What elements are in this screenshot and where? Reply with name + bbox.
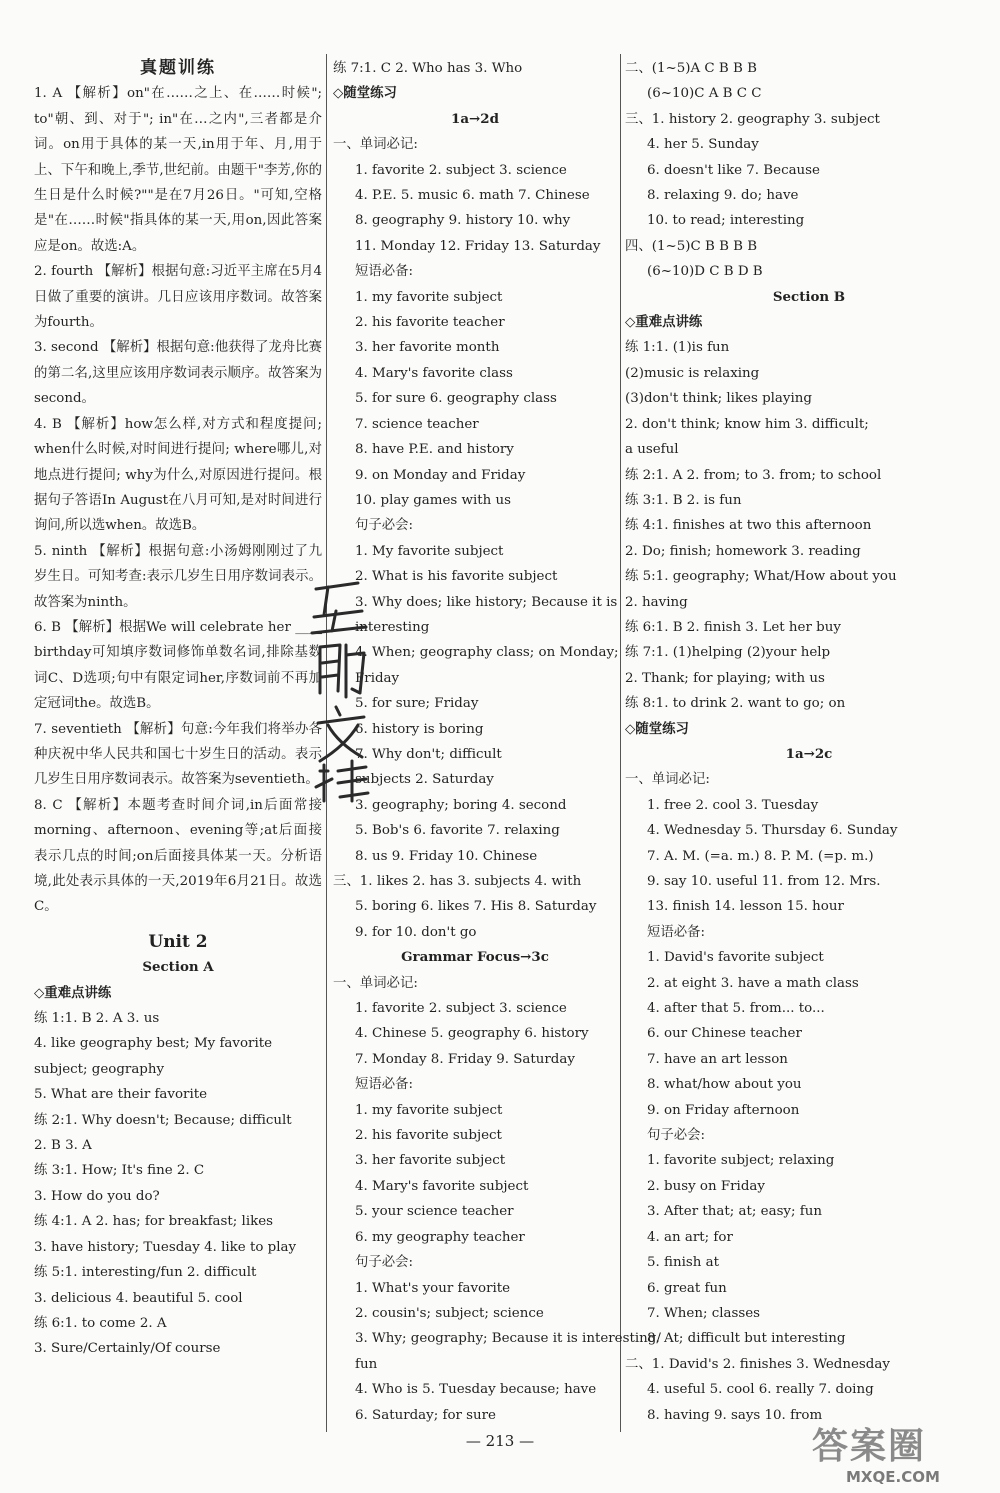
list-item: 3. Sure/Certainly/Of course (34, 1341, 221, 1357)
list-item: 2. Thank; for playing; with us (625, 670, 825, 686)
range-heading: Grammar Focus→3c (401, 949, 549, 966)
list-item: (6~10)D C B D B (647, 264, 763, 280)
phrases-heading: 短语必备: (355, 1077, 414, 1093)
list-item: 练 2:1. Why doesn't; Because; difficult (34, 1112, 292, 1128)
list-item: 练 5:1. interesting/fun 2. difficult (34, 1265, 257, 1281)
column-divider-2 (620, 54, 621, 1432)
list-item: 4. When; geography class; on Monday; (355, 645, 619, 661)
list-item: 1. my favorite subject (355, 289, 503, 305)
list-item: 1. my favorite subject (355, 1102, 503, 1118)
list-item: 2. don't think; know him 3. difficult; (625, 416, 869, 432)
list-item: 9. on Monday and Friday (355, 467, 526, 483)
focus-list (34, 1006, 322, 1362)
answer-6: 6. B 【解析】根据We will celebrate her ____ birthday可知填序数词修饰单数名词,排除基数词C、D选项;句中有限定词her,序数词前不再加定冠词the。故选B。 (34, 619, 322, 712)
list-item: 9. say 10. useful 11. from 12. Mrs. (647, 874, 881, 889)
list-item: 2. his favorite teacher (355, 315, 505, 331)
list-item: 3. delicious 4. beautiful 5. cool (34, 1290, 243, 1306)
list-item: Friday (355, 670, 400, 686)
list-item: 2. having (625, 594, 688, 610)
list-item: 1. David's favorite subject (647, 950, 824, 966)
list-item: (2)music is relaxing (625, 365, 760, 381)
list-item: 1. free 2. cool 3. Tuesday (647, 797, 819, 813)
list-item: 三、1. likes 2. has 3. subjects 4. with (333, 874, 582, 889)
page-number: — 213 — (465, 1432, 535, 1450)
list-item: 4. an art; for (647, 1229, 733, 1245)
watermark-url: MXQE.COM (846, 1468, 940, 1486)
list-item: 4. like geography best; My favorite subject; geography (34, 1036, 273, 1077)
list-item: 1. favorite 2. subject 3. science (355, 1001, 567, 1017)
handwriting-mark (306, 575, 386, 805)
list-item: 8. geography 9. history 10. why (355, 213, 571, 229)
list-item: interesting (355, 619, 430, 635)
list-item: 练 8:1. to drink 2. want to go; on (625, 696, 846, 712)
list-item: 练 4:1. finishes at two this afternoon (625, 518, 872, 534)
list-item: 练 2:1. A 2. from; to 3. from; to school (625, 467, 882, 483)
list-item: 6. my geography teacher (355, 1229, 525, 1245)
list-item: 3. geography; boring 4. second (355, 797, 567, 813)
answer-7: 7. seventieth 【解析】句意:今年我们将举办各种庆祝中华人民共和国七十岁生日的活动。表示几岁生日用序数词表示。故答案为seventieth。 (34, 721, 322, 788)
column-left (34, 56, 322, 1362)
column-right (625, 56, 993, 1428)
list-item: 4. useful 5. cool 6. really 7. doing (647, 1382, 874, 1398)
sentences-heading: 句子必会: (355, 1255, 414, 1271)
list-item: 练 6:1. to come 2. A (34, 1315, 167, 1331)
list-item: 7. When; classes (647, 1305, 761, 1321)
range-heading: 1a→2c (785, 745, 833, 762)
list-item: 3. How do you do? (34, 1188, 160, 1204)
list-item: 练 7:1. (1)helping (2)your help (625, 645, 831, 661)
list-item: 练 3:1. B 2. is fun (625, 492, 742, 508)
watermark-logo: 答案圈 (812, 1426, 927, 1467)
list-item: 1. My favorite subject (355, 543, 504, 559)
list-item: 3. Why; geography; Because it is interesting/ (355, 1331, 661, 1347)
section-a-heading: Section A (142, 959, 214, 976)
list-item: 4. Who is 5. Tuesday because; have (355, 1382, 597, 1398)
list-item: 3. have history; Tuesday 4. like to play (34, 1239, 297, 1255)
list-item: 7. A. M. (=a. m.) 8. P. M. (=p. m.) (647, 848, 874, 864)
list-item: 2. at eight 3. have a math class (647, 975, 859, 991)
list-item: 4. Mary's favorite class (355, 365, 513, 381)
practice-heading: ◇随堂练习 (333, 85, 397, 102)
phrases-heading: 短语必备: (647, 924, 706, 940)
list-item: 1. favorite subject; relaxing (647, 1153, 835, 1169)
list-item: a useful (625, 442, 679, 458)
list-item: 练 7:1. C 2. Who has 3. Who (333, 61, 523, 76)
list-item: 3. Why does; like history; Because it is (355, 594, 618, 610)
list-item: 7. Monday 8. Friday 9. Saturday (355, 1051, 575, 1067)
list-item: 6. doesn't like 7. Because (647, 162, 820, 178)
list-item: 13. finish 14. lesson 15. hour (647, 899, 844, 915)
list-item: 3. her favorite subject (355, 1153, 506, 1169)
list-item: 四、(1~5)C B B B B (625, 238, 758, 254)
list-item: 5. your science teacher (355, 1204, 514, 1220)
list-item: 三、1. history 2. geography 3. subject (625, 111, 880, 127)
list-item: 7. science teacher (355, 416, 479, 432)
list-item: 4. P.E. 5. music 6. math 7. Chinese (355, 188, 590, 204)
list-item: 练 1:1. (1)is fun (625, 340, 730, 356)
list-item: 6. history is boring (355, 721, 484, 737)
list-item: 4. Wednesday 5. Thursday 6. Sunday (647, 823, 898, 839)
range-heading: 1a→2d (451, 110, 499, 127)
list-item: 6. great fun (647, 1280, 727, 1296)
phrases-heading: 短语必备: (355, 264, 414, 280)
list-item: 8. relaxing 9. do; have (647, 188, 799, 204)
list-item: 5. for sure; Friday (355, 696, 479, 712)
list-item: 3. her favorite month (355, 340, 500, 356)
list-item: 练 5:1. geography; What/How about you (625, 569, 897, 585)
list-item: 3. After that; at; easy; fun (647, 1204, 822, 1220)
list-item: 2. B 3. A (34, 1138, 92, 1154)
sentences-heading: 句子必会: (647, 1128, 706, 1144)
sentences-heading: 句子必会: (355, 518, 414, 534)
words-heading: 一、单词必记: (333, 975, 418, 991)
list-item: 1. What's your favorite (355, 1280, 511, 1296)
answer-4: 4. B 【解析】how怎么样,对方式和程度提问; when什么时候,对时间进行提问; where哪儿,对地点进行提问; why为什么,对原因进行提问。根据句子答语In August在八月可知,是对时间进行询问,所以选when。故选B。 (34, 416, 322, 534)
list-item: 练 3:1. How; It's fine 2. C (34, 1163, 205, 1179)
answer-3: 3. second 【解析】根据句意:他获得了龙舟比赛的第二名,这里应该用序数词表示顺序。故答案为second。 (34, 340, 322, 407)
list-item: 6. our Chinese teacher (647, 1026, 802, 1042)
list-item: (6~10)C A B C C (647, 86, 762, 102)
list-item: 二、(1~5)A C B B B (625, 61, 757, 76)
list-item: 2. What is his favorite subject (355, 569, 558, 585)
list-item: fun (355, 1356, 378, 1372)
list-item: 8. have P.E. and history (355, 442, 514, 458)
list-item: (3)don't think; likes playing (625, 391, 812, 407)
list-item: 7. have an art lesson (647, 1051, 788, 1067)
focus-heading: ◇重难点讲练 (34, 984, 112, 1001)
list-item: 4. after that 5. from... to... (647, 1001, 825, 1017)
unit-heading: Unit 2 (148, 931, 208, 952)
list-item: 5. for sure 6. geography class (355, 391, 557, 407)
answer-2: 2. fourth 【解析】根据句意:习近平主席在5月4日做了重要的演讲。几日应该用序数词。故答案为fourth。 (34, 264, 322, 331)
section-title: 真题训练 (140, 58, 216, 78)
list-item: subjects 2. Saturday (355, 772, 494, 788)
list-item: 8. At; difficult but interesting (647, 1331, 846, 1347)
list-item: 5. boring 6. likes 7. His 8. Saturday (355, 899, 597, 915)
list-item: 9. for 10. don't go (355, 924, 477, 940)
list-item: 10. to read; interesting (647, 213, 805, 229)
list-item: 8. having 9. says 10. from (647, 1407, 823, 1423)
focus-heading: ◇重难点讲练 (625, 314, 703, 331)
words-heading: 一、单词必记: (333, 137, 418, 153)
list-item: 练 4:1. A 2. has; for breakfast; likes (34, 1214, 274, 1230)
list-item: 练 6:1. B 2. finish 3. Let her buy (625, 619, 841, 635)
list-item: 1. favorite 2. subject 3. science (355, 162, 567, 178)
answer-8: 8. C 【解析】本题考查时间介词,in后面常接morning、afternoon、evening等;at后面接表示几点的时间;on后面接具体某一天。分析语境,此处表示具体的一天,2019年6月21日。故选C。 (34, 797, 322, 915)
list-item: 4. her 5. Sunday (647, 137, 759, 153)
list-item: 9. on Friday afternoon (647, 1102, 800, 1118)
list-item: 10. play games with us (355, 492, 512, 508)
answer-1: 1. A 【解析】on"在……之上、在……时候"; to"朝、到、对于"; in"在…之内",三者都是介词。on用于具体的某一天,in用于年、月,用于上、下午和晚上,季节,世纪前。由题干"李芳,你的生日是什么时候?""是在7月26日。"可知,空格是"在……时候"指具体的某一天,用on,因此答案应是on。故选:A。 (34, 86, 322, 254)
list-item: 8. what/how about you (647, 1077, 802, 1093)
section-b-heading: Section B (772, 288, 846, 305)
list-item: 5. Bob's 6. favorite 7. relaxing (355, 823, 560, 839)
answer-5: 5. ninth 【解析】根据句意:小汤姆刚刚过了九岁生日。可知考查:表示几岁生日用序数词表示。故答案为ninth。 (34, 543, 322, 610)
list-item: 4. Chinese 5. geography 6. history (355, 1026, 589, 1042)
words-heading: 一、单词必记: (625, 772, 710, 788)
list-item: 2. cousin's; subject; science (355, 1305, 544, 1321)
list-item: 4. Mary's favorite subject (355, 1178, 529, 1194)
list-item: 8. us 9. Friday 10. Chinese (355, 848, 538, 864)
list-item: 11. Monday 12. Friday 13. Saturday (355, 238, 601, 254)
practice-heading: ◇随堂练习 (625, 720, 689, 737)
list-item: 2. busy on Friday (647, 1178, 765, 1194)
list-item: 5. finish at (647, 1255, 719, 1271)
list-item: 2. Do; finish; homework 3. reading (625, 543, 861, 559)
list-item: 练 1:1. B 2. A 3. us (34, 1011, 160, 1027)
list-item: 7. Why don't; difficult (355, 746, 502, 762)
list-item: 2. his favorite subject (355, 1128, 502, 1144)
list-item: 二、1. David's 2. finishes 3. Wednesday (625, 1356, 890, 1372)
list-item: 6. Saturday; for sure (355, 1407, 496, 1423)
list-item: 5. What are their favorite (34, 1087, 208, 1103)
